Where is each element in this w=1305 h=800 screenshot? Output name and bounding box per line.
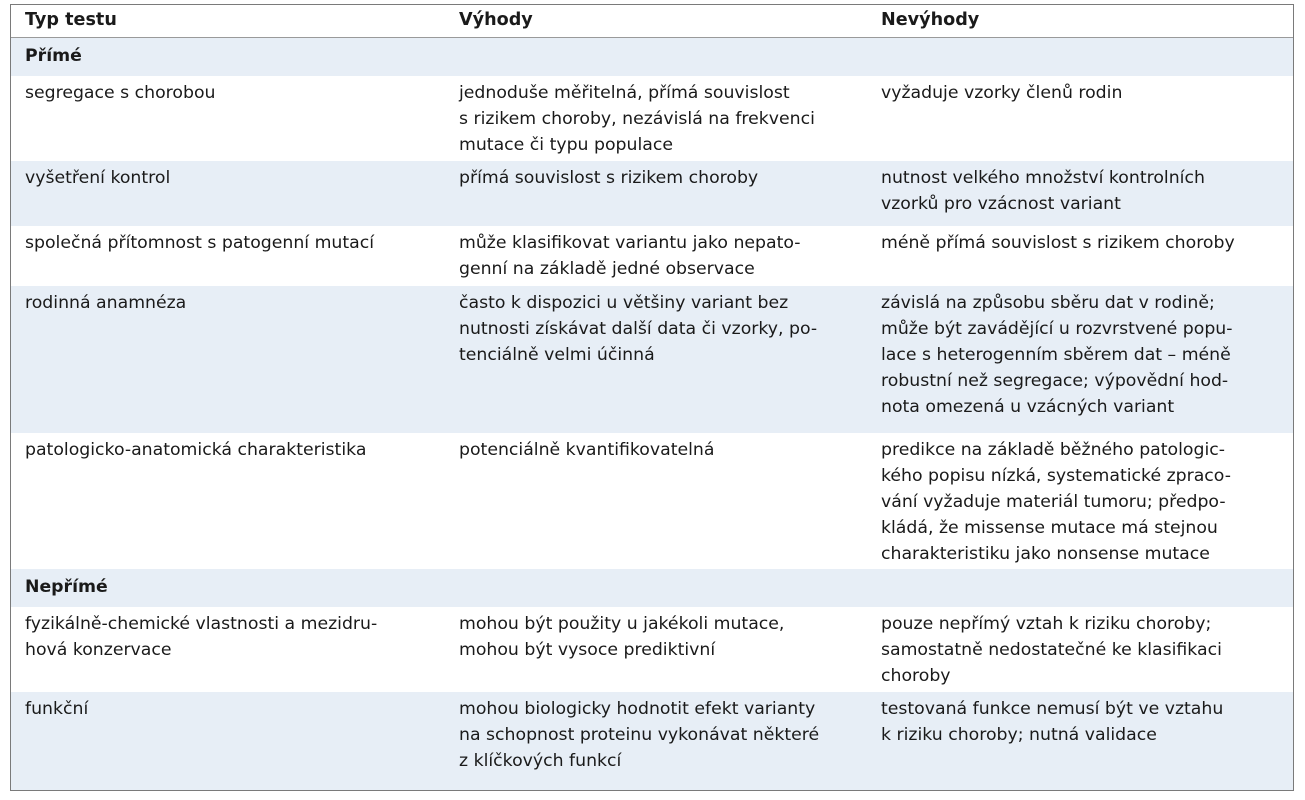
disadvantages-line: charakteristiku jako nonsense mutace [881, 544, 1210, 564]
advantages-line: na schopnost proteinu vykonávat některé [459, 725, 820, 745]
row-type [11, 226, 449, 286]
type-line: segregace s chorobou [25, 83, 216, 103]
row-disadvantages [873, 226, 1293, 286]
disadvantages-line: závislá na způsobu sběru dat v rodině; [881, 293, 1215, 313]
section-indirect: Nepřímé [11, 569, 1293, 607]
advantages-line: z klíčkových funkcí [459, 751, 622, 771]
row-disadvantages [873, 607, 1293, 692]
disadvantages-line: lace s heterogenním sběrem dat – méně [881, 345, 1231, 365]
row-advantages [449, 161, 873, 226]
advantages-line: potenciálně kvantifikovatelná [459, 440, 715, 460]
row-disadvantages [873, 161, 1293, 226]
disadvantages-line: kládá, že missense mutace má stejnou [881, 518, 1218, 538]
type-line: hová konzervace [25, 640, 172, 660]
type-line: rodinná anamnéza [25, 293, 187, 313]
advantages-line: s rizikem choroby, nezávislá na frekvenci [459, 109, 815, 129]
row-advantages [449, 433, 873, 569]
row-type [11, 692, 449, 790]
row-advantages [449, 692, 873, 790]
row-advantages [449, 76, 873, 161]
disadvantages-line: nota omezená u vzácných variant [881, 397, 1175, 417]
disadvantages-line: testovaná funkce nemusí být ve vztahu [881, 699, 1224, 719]
disadvantages-line: méně přímá souvislost s rizikem choroby [881, 233, 1235, 253]
type-line: fyzikálně-chemické vlastnosti a mezidru- [25, 614, 378, 634]
type-line: funkční [25, 699, 89, 719]
disadvantages-line: vání vyžaduje materiál tumoru; předpo- [881, 492, 1226, 512]
type-line: společná přítomnost s patogenní mutací [25, 233, 375, 253]
disadvantages-line: kého popisu nízká, systematické zpraco- [881, 466, 1231, 486]
header-disadvantages: Nevýhody [873, 5, 1293, 38]
disadvantages-line: samostatně nedostatečné ke klasifikaci [881, 640, 1222, 660]
row-type [11, 433, 449, 569]
advantages-line: mohou být vysoce prediktivní [459, 640, 716, 660]
table-grid [11, 5, 1293, 790]
advantages-line: nutnosti získávat další data či vzorky, po- [459, 319, 818, 339]
header-type: Typ testu [11, 5, 449, 38]
row-disadvantages [873, 76, 1293, 161]
disadvantages-line: robustní než segregace; výpovědní hod- [881, 371, 1229, 391]
advantages-line: přímá souvislost s rizikem choroby [459, 168, 759, 188]
advantages-line: často k dispozici u většiny variant bez [459, 293, 789, 313]
disadvantages-line: predikce na základě běžného patologic- [881, 440, 1225, 460]
row-type [11, 286, 449, 433]
advantages-line: může klasifikovat variantu jako nepato- [459, 233, 801, 253]
advantages-line: mohou být použity u jakékoli mutace, [459, 614, 785, 634]
disadvantages-line: nutnost velkého množství kontrolních [881, 168, 1205, 188]
row-advantages [449, 607, 873, 692]
type-line: patologicko-anatomická charakteristika [25, 440, 367, 460]
row-advantages [449, 286, 873, 433]
row-advantages [449, 226, 873, 286]
advantages-line: mutace či typu populace [459, 135, 673, 155]
comparison-table [10, 4, 1294, 791]
section-direct: Přímé [11, 38, 1293, 76]
row-type [11, 607, 449, 692]
advantages-line: mohou biologicky hodnotit efekt varianty [459, 699, 816, 719]
advantages-line: tenciálně velmi účinná [459, 345, 655, 365]
header-advantages: Výhody [449, 5, 873, 38]
row-disadvantages [873, 286, 1293, 433]
disadvantages-line: může být zavádějící u rozvrstvené popu- [881, 319, 1233, 339]
disadvantages-line: vyžaduje vzorky členů rodin [881, 83, 1123, 103]
row-disadvantages [873, 433, 1293, 569]
row-disadvantages [873, 692, 1293, 790]
row-type [11, 161, 449, 226]
advantages-line: genní na základě jedné observace [459, 259, 755, 279]
disadvantages-line: vzorků pro vzácnost variant [881, 194, 1121, 214]
disadvantages-line: k riziku choroby; nutná validace [881, 725, 1157, 745]
disadvantages-line: pouze nepřímý vztah k riziku choroby; [881, 614, 1212, 634]
advantages-line: jednoduše měřitelná, přímá souvislost [459, 83, 790, 103]
type-line: vyšetření kontrol [25, 168, 171, 188]
row-type [11, 76, 449, 161]
disadvantages-line: choroby [881, 666, 951, 686]
